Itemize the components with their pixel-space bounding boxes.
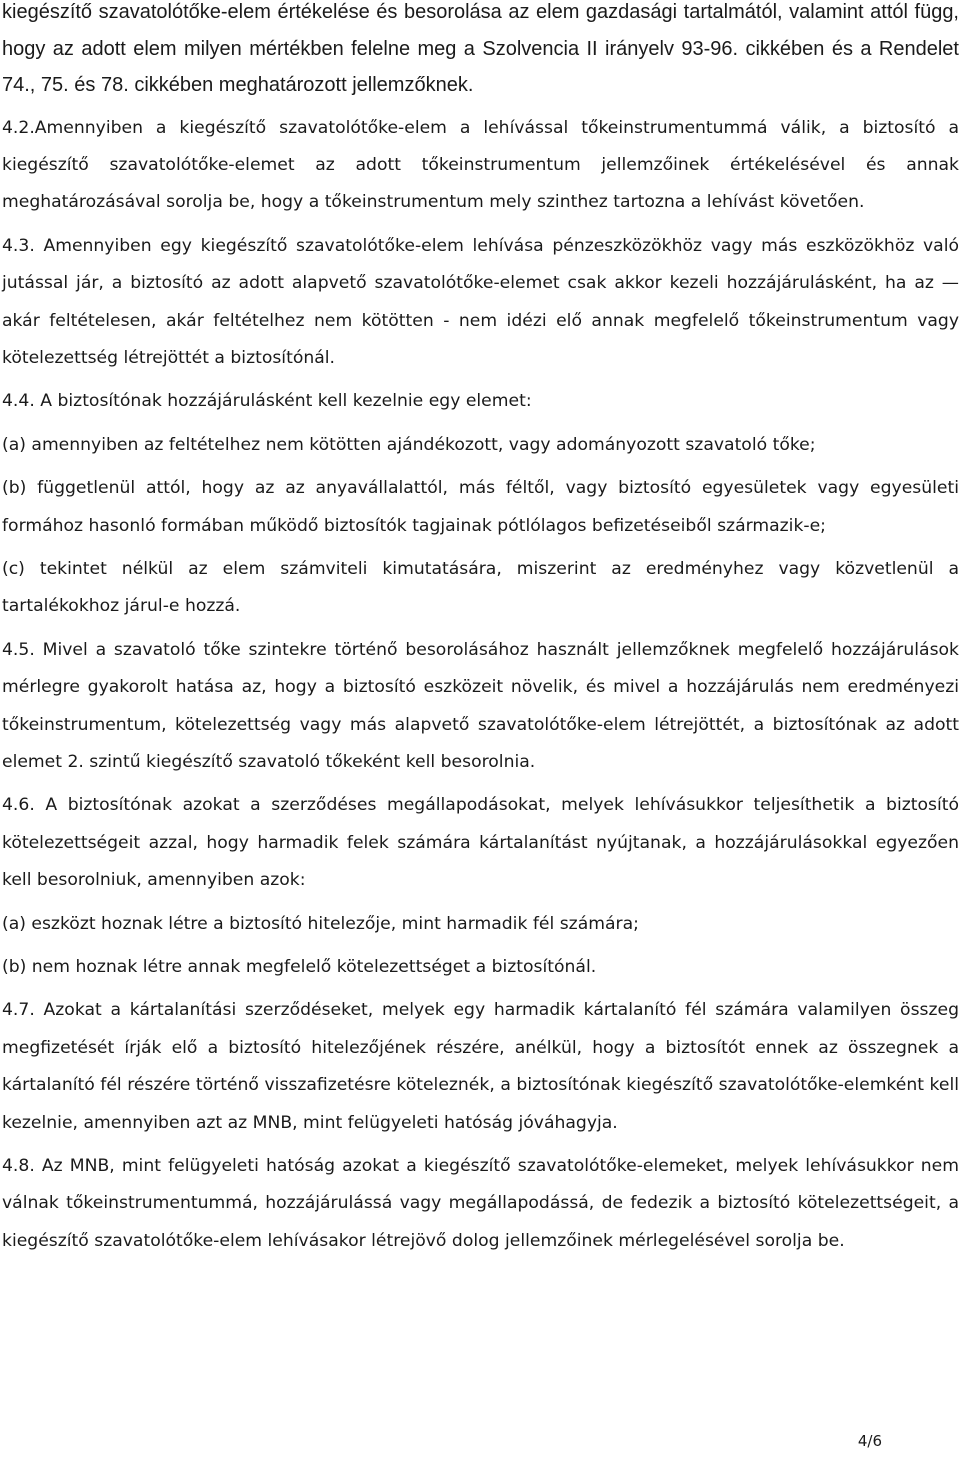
paragraph-4-7: 4.7. Azokat a kártalanítási szerződéseket, melyek egy harmadik kártalanító fél számára valamilyen összeg megfizetését írják elő a biztosító hitelezőjének részére, anélkül, hogy a biztosítót ennek az összegnek a kártalanító fél részére történő visszafizetésre köteleznék, a biztosítónak kiegészítő szavatolótőke-elemként kell kezelnie, amennyiben azt az MNB, mint felügyeleti hatóság jóváhagyja. xyxy=(2,1000,959,1133)
intro-paragraph: kiegészítő szavatolótőke-elem értékelése és besorolása az elem gazdasági tartalmától, valamint attól függ, hogy az adott elem milyen mértékben felelne meg a Szolvencia II irányelv 93-96. cikkében és a Rendelet 74., 75. és 78. cikkében meghatározott jellemzőknek. xyxy=(2,1,959,96)
page-number: 4/6 xyxy=(857,1432,882,1450)
paragraph-4-5: 4.5. Mivel a szavatoló tőke szintekre történő besorolásához használt jellemzőknek megfelelő hozzájárulások mérlegre gyakorolt hatása az, hogy a biztosító eszközeit növelik, és mivel a hozzájárulás nem eredményezi tőkeinstrumentum, kötelezettség vagy más alapvető szavatolótőke-elem létrejöttét, a biztosítónak az adott elemet 2. szintű kiegészítő szavatoló tőkeként kell besorolnia. xyxy=(2,639,959,772)
list-item-4-6-a: (a) eszközt hoznak létre a biztosító hitelezője, mint harmadik fél számára; xyxy=(2,913,639,934)
paragraph-4-4: 4.4. A biztosítónak hozzájárulásként kell kezelnie egy elemet: xyxy=(2,391,532,412)
list-item-4-4-a: (a) amennyiben az feltételhez nem kötötten ajándékozott, vagy adományozott szavatoló tőke; xyxy=(2,434,816,455)
list-item-4-4-b: (b) függetlenül attól, hogy az az anyavállalattól, más féltől, vagy biztosító egyesületek vagy egyesületi formához hasonló formában működő biztosítók tagjainak pótlólagos befizetéseiből származik-e; xyxy=(2,478,959,536)
paragraph-4-3: 4.3. Amennyiben egy kiegészítő szavatolótőke-elem lehívása pénzeszközökhöz vagy más eszközökhöz való jutással jár, a biztosító az adott alapvető szavatolótőke-elemet csak akkor kezeli hozzájárulásként, ha az — akár feltételesen, akár feltételhez nem kötötten - nem idézi elő annak megfelelő tőkeinstrumentum vagy kötelezettség létrejöttét a biztosítónál. xyxy=(2,235,959,368)
paragraph-4-8: 4.8. Az MNB, mint felügyeleti hatóság azokat a kiegészítő szavatolótőke-elemeket, melyek lehívásukkor nem válnak tőkeinstrumentummá, hozzájárulássá vagy megállapodássá, de fedezik a biztosító kötelezettségeit, a kiegészítő szavatolótőke-elem lehívásakor létrejövő dolog jellemzőinek mérlegelésével sorolja be. xyxy=(2,1156,959,1251)
list-item-4-4-c: (c) tekintet nélkül az elem számviteli kimutatására, miszerint az eredményhez vagy közvetlenül a tartalékokhoz járul-e hozzá. xyxy=(2,558,959,617)
list-item-4-6-b: (b) nem hoznak létre annak megfelelő kötelezettséget a biztosítónál. xyxy=(2,957,597,978)
paragraph-4-2: 4.2.Amennyiben a kiegészítő szavatolótőke-elem a lehívással tőkeinstrumentummá válik, a biztosító a kiegészítő szavatolótőke-elemet az adott tőkeinstrumentum jellemzőinek értékelésével és annak meghatározásával sorolja be, hogy a tőkeinstrumentum mely szinthez tartozna a lehívást követően. xyxy=(2,117,959,213)
paragraph-4-6: 4.6. A biztosítónak azokat a szerződéses megállapodásokat, melyek lehívásukkor teljesíthetik a biztosító kötelezettségeit azzal, hogy harmadik felek számára kártalanítást nyújtanak, a hozzájárulásokkal egyezően kell besorolniuk, amennyiben azok: xyxy=(2,795,959,891)
document-page xyxy=(2,0,959,1260)
